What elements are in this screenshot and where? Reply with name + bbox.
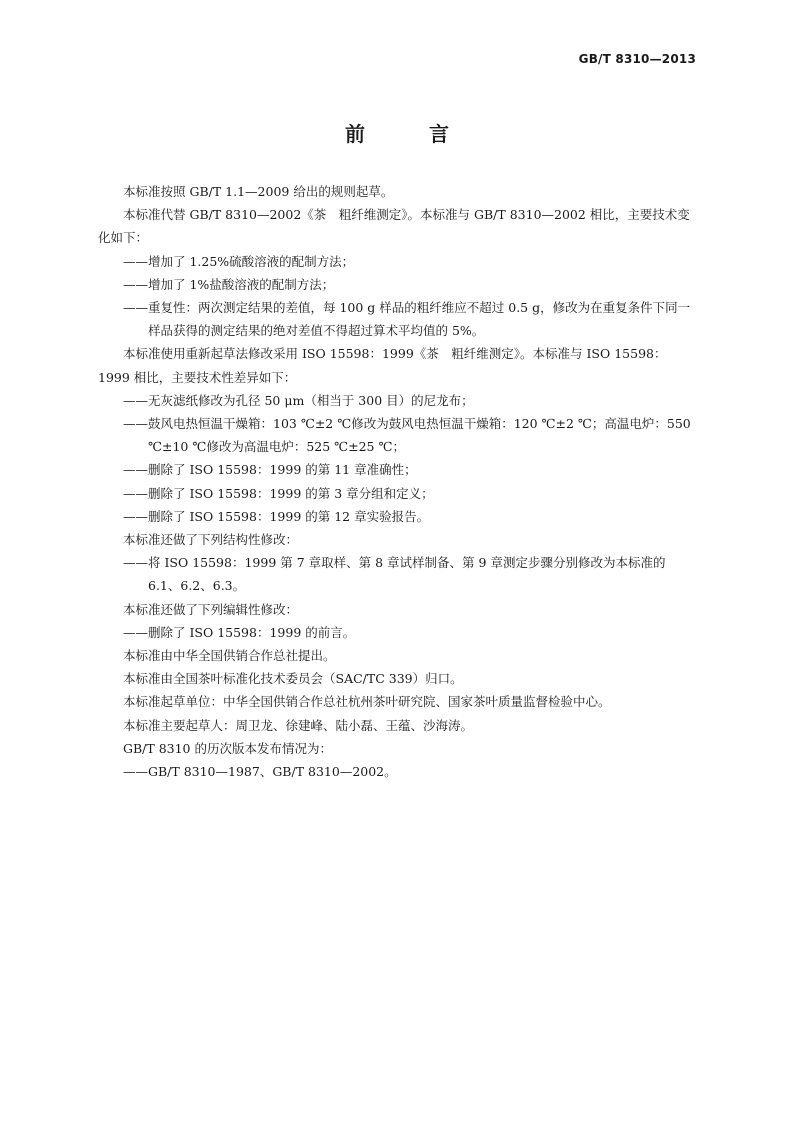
paragraph-proposed-by: 本标准由中华全国供销合作总社提出。 <box>123 648 336 664</box>
list-item: ——增加了 1%盐酸溶液的配制方法； <box>123 276 335 292</box>
list-item: ——无灰滤纸修改为孔径 50 μm（相当于 300 目）的尼龙布； <box>123 392 474 408</box>
standard-code: GB/T 8310—2013 <box>578 52 696 66</box>
list-item: ——删除了 ISO 15598：1999 的第 3 章分组和定义； <box>123 485 434 501</box>
list-item: ——将 ISO 15598：1999 第 7 章取样、第 8 章试样制备、第 9 章测定步骤分别修改为本标准的 6.1、6.2、6.3。 <box>123 555 666 594</box>
list-item: ——删除了 ISO 15598：1999 的前言。 <box>123 624 356 640</box>
paragraph-drafting-units: 本标准起草单位：中华全国供销合作总社杭州茶叶研究院、国家茶叶质量监督检验中心。 <box>123 694 611 710</box>
list-item: ——增加了 1.25%硫酸溶液的配制方法； <box>123 253 355 269</box>
paragraph-replaces: 本标准代替 GB/T 8310—2002《茶 粗纤维测定》。本标准与 GB/T 8310—2002 相比，主要技术变化如下： <box>98 207 690 246</box>
document-body <box>98 180 696 783</box>
list-item: ——GB/T 8310—1987、GB/T 8310—2002。 <box>123 764 397 780</box>
paragraph-version-history: GB/T 8310 的历次版本发布情况为： <box>123 740 332 756</box>
paragraph-structural-changes: 本标准还做了下列结构性修改： <box>123 532 299 548</box>
list-item: ——鼓风电热恒温干燥箱：103 ℃±2 ℃修改为鼓风电热恒温干燥箱：120 ℃±2 ℃；高温电炉：550 ℃±10 ℃修改为高温电炉：525 ℃±25 ℃； <box>123 416 691 455</box>
paragraph-editorial-changes: 本标准还做了下列编辑性修改： <box>123 601 299 617</box>
paragraph-iso-adoption: 本标准使用重新起草法修改采用 ISO 15598：1999《茶 粗纤维测定》。本标准与 ISO 15598：1999 相比，主要技术性差异如下： <box>98 346 667 385</box>
paragraph-drafters: 本标准主要起草人：周卫龙、徐建峰、陆小磊、王蕴、沙海涛。 <box>123 717 474 733</box>
list-item: ——删除了 ISO 15598：1999 的第 12 章实验报告。 <box>123 508 430 524</box>
paragraph-centralized-by: 本标准由全国茶叶标准化技术委员会（SAC/TC 339）归口。 <box>123 671 463 687</box>
page-title: 前 言 <box>345 122 471 146</box>
list-item: ——重复性：两次测定结果的差值，每 100 g 样品的粗纤维应不超过 0.5 g，修改为在重复条件下同一样品获得的测定结果的绝对差值不得超过算术平均值的 5%。 <box>123 300 691 339</box>
paragraph-drafting-rules: 本标准按照 GB/T 1.1—2009 给出的规则起草。 <box>123 184 394 199</box>
list-item: ——删除了 ISO 15598：1999 的第 11 章准确性； <box>123 462 417 478</box>
